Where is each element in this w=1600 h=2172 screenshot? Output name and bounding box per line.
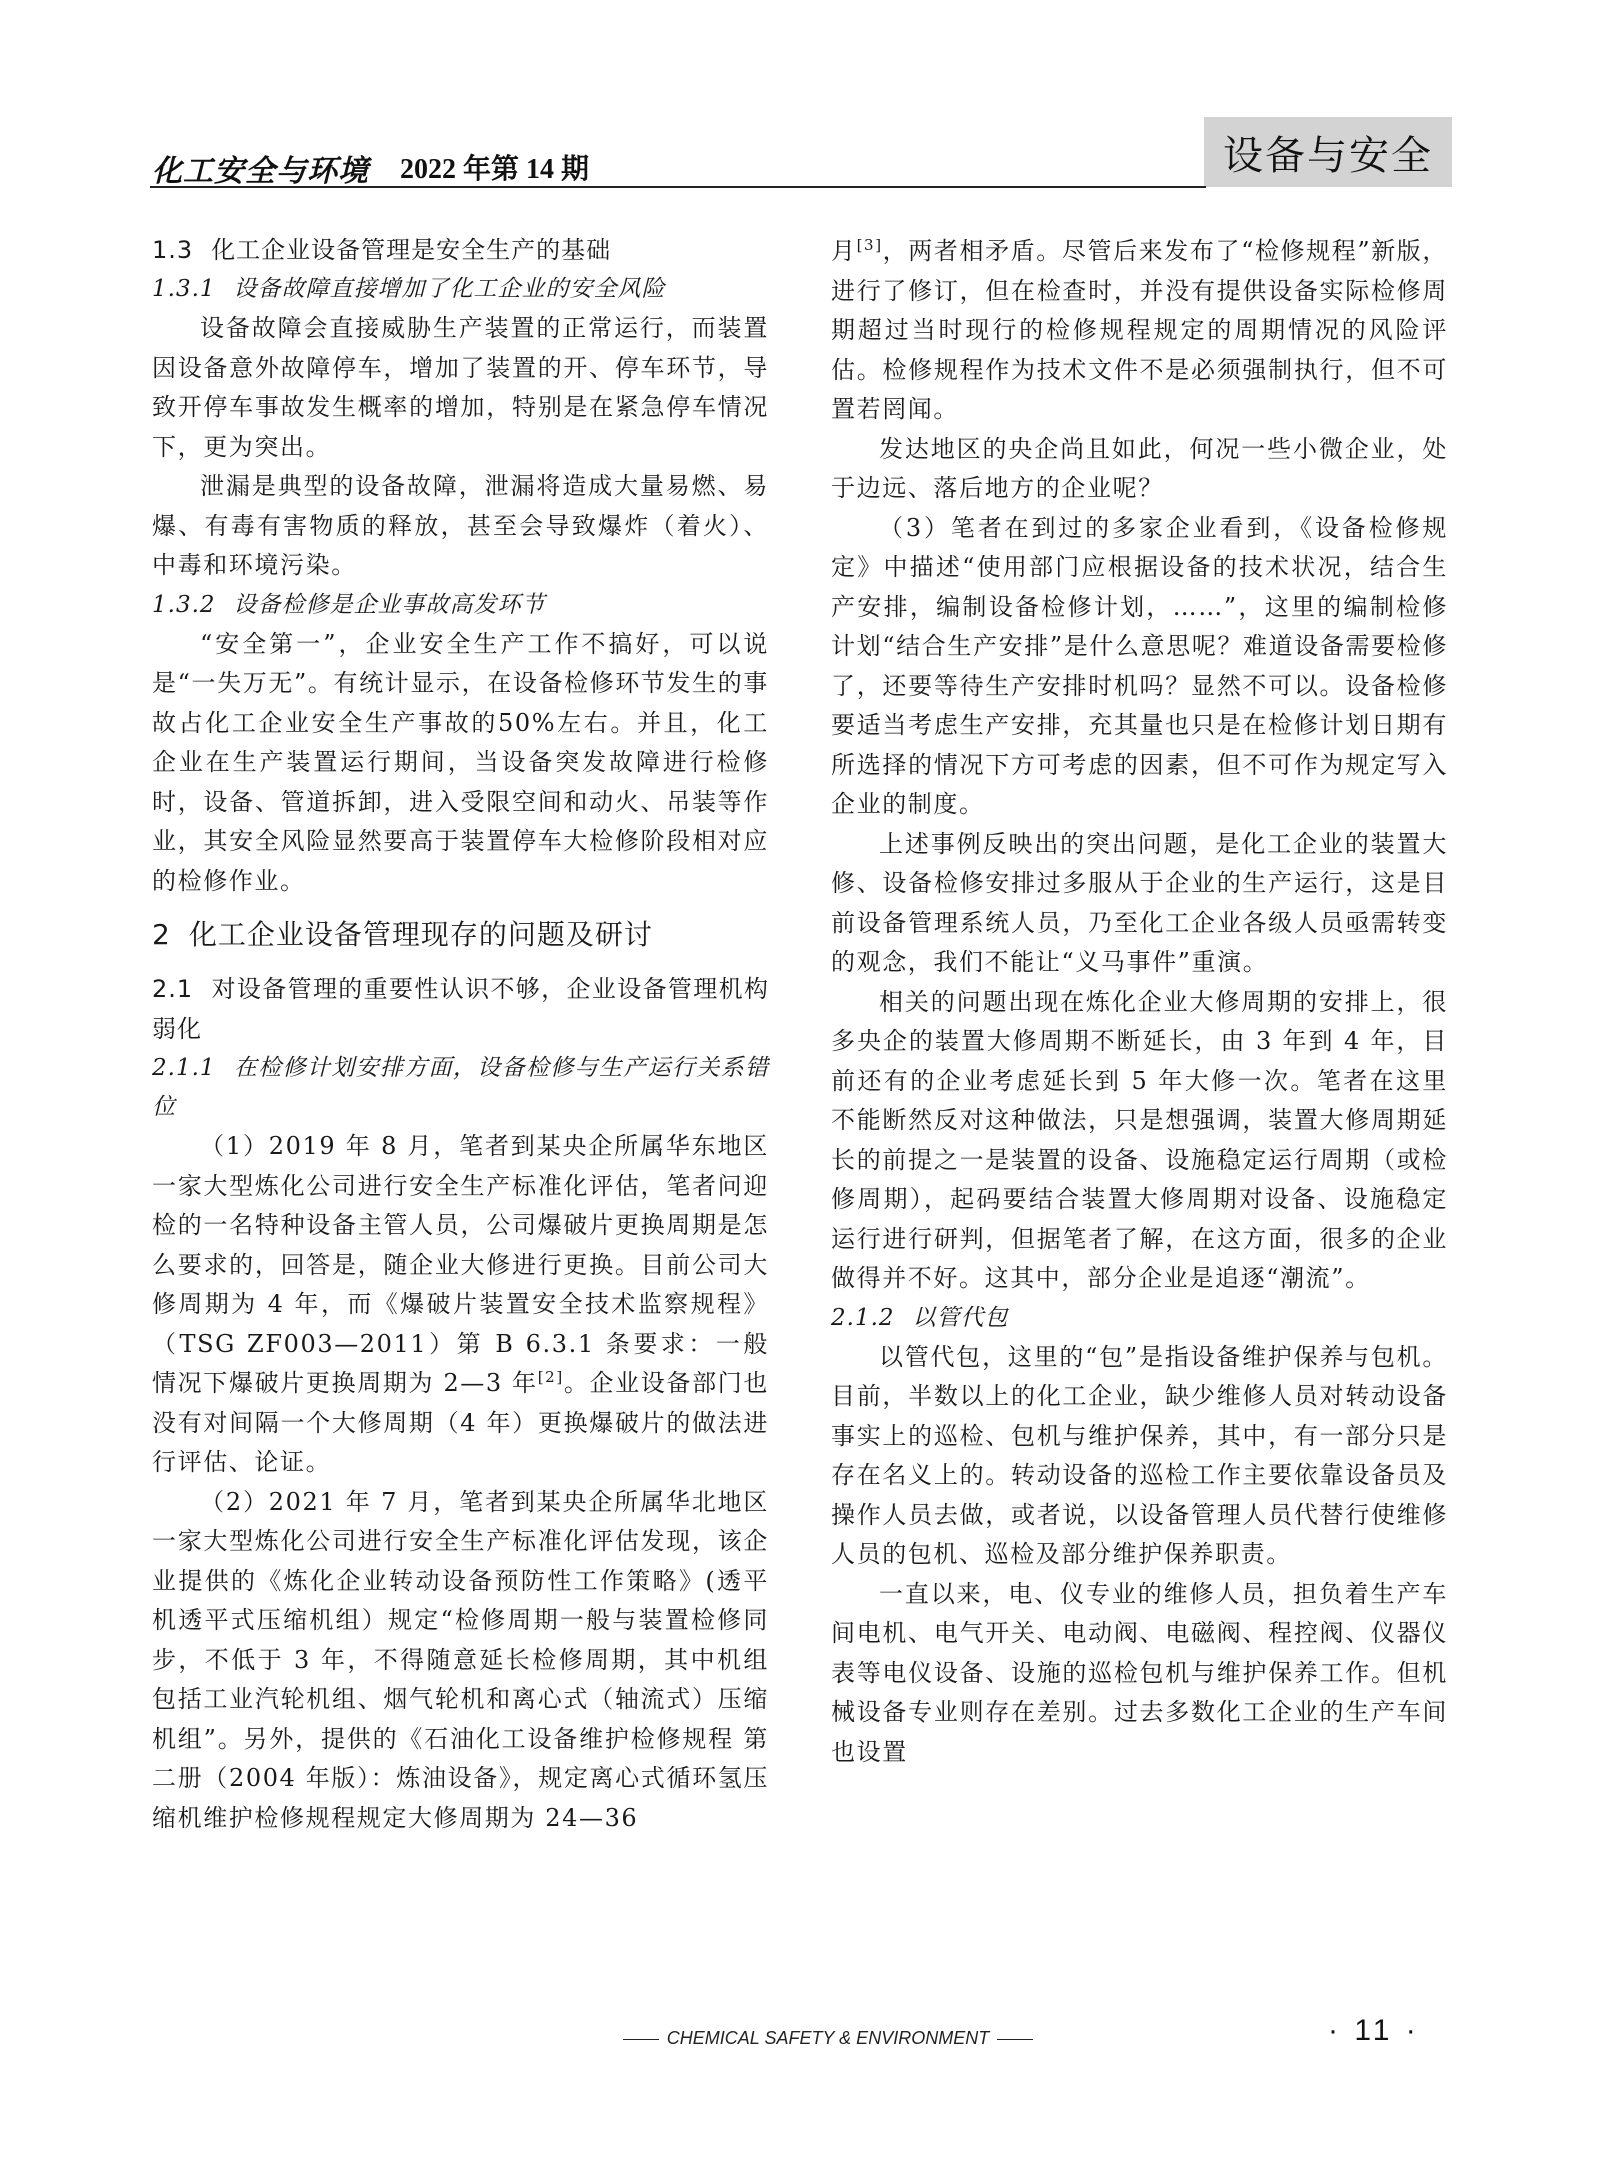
footer-dash: [997, 2039, 1033, 2040]
left-column: [152, 230, 769, 1838]
subsection-heading-2-1-1: 2.1.1 在检修计划安排方面，设备检修与生产运行关系错位: [152, 1055, 769, 1120]
right-column: [831, 232, 1448, 1772]
paragraph: 以管代包，这里的“包”是指设备维护保养与包机。目前，半数以上的化工企业，缺少维修人员对转动设备事实上的巡检、包机与维护保养，其中，有一部分只是存在名义上的。转动设备的巡检工作主要依靠设备员及操作人员去做，或者说，以设备管理人员代替行使维修人员的包机、巡检及部分维护保养职责。: [831, 1342, 1448, 1568]
section-heading-2-1: 2.1 对设备管理的重要性认识不够，企业设备管理机构弱化: [152, 975, 769, 1043]
paragraph: （2）2021 年 7 月，笔者到某央企所属华北地区一家大型炼化公司进行安全生产标准化评估发现，该企业提供的《炼化企业转动设备预防性工作策略》(透平机透平式压缩机组）规定“检修周期一般与装置检修同步，不低于 3 年，不得随意延长检修周期，其中机组包括工业汽轮机组、烟气轮机和离心式（轴流式）压缩机组”。另外，提供的《石油化工设备维护检修规程 第二册（2004 年版）：炼油设备》，规定离心式循环氢压缩机维护检修规程规定大修周期为 24—36: [152, 1487, 769, 1832]
page-header: [0, 0, 1600, 200]
paragraph: 一直以来，电、仪专业的维修人员，担负着生产车间电机、电气开关、电动阀、电磁阀、程控阀、仪器仪表等电仪设备、设施的巡检包机与维护保养工作。但机械设备专业则存在差别。过去多数化工企业的生产车间也设置: [831, 1579, 1448, 1766]
subsection-heading-2-1-2: 2.1.2 以管代包: [831, 1304, 1009, 1331]
subsection-heading-1-3-2: 1.3.2 设备检修是企业事故高发环节: [152, 591, 546, 618]
paragraph: “安全第一”，企业安全生产工作不搞好，可以说是“一失万无”。有统计显示，在设备检修环节发生的事故占化工企业安全生产事故的50%左右。并且，化工企业在生产装置运行期间，当设备突发故障进行检修时，设备、管道拆卸，进入受限空间和动火、吊装等作业，其安全风险显然要高于装置停车大检修阶段相对应的检修作业。: [152, 629, 769, 895]
citation-ref: [3]: [856, 236, 883, 254]
section-heading-1-3: 1.3 化工企业设备管理是安全生产的基础: [152, 236, 612, 264]
paragraph: 相关的问题出现在炼化企业大修周期的安排上，很多央企的装置大修周期不断延长，由 3 年到 4 年，目前还有的企业考虑延长到 5 年大修一次。笔者在这里不能断然反对这种做法，只是想强调，装置大修周期延长的前提之一是装置的设备、设施稳定运行周期（或检修周期），起码要结合装置大修周期对设备、设施稳定运行进行研判，但据笔者了解，在这方面，很多的企业做得并不好。这其中，部分企业是追逐“潮流”。: [831, 987, 1448, 1292]
paragraph: （1）2019 年 8 月，笔者到某央企所属华东地区一家大型炼化公司进行安全生产标准化评估，笔者问迎检的一名特种设备主管人员，公司爆破片更换周期是怎么要求的，回答是，随企业大修进行更换。目前公司大修周期为 4 年，而《爆破片装置安全技术监察规程》（TSG ZF003—2011）第 B 6.3.1 条要求：一般情况下爆破片更换周期为 2—3 年[2]。企业设备部门也没有对间隔一个大修周期（4 年）更换爆破片的做法进行评估、论证。: [152, 1132, 769, 1476]
paragraph: 发达地区的央企尚且如此，何况一些小微企业，处于边远、落后地方的企业呢？: [831, 434, 1448, 502]
footer-dash: [623, 2039, 659, 2040]
section-heading-2: 2 化工企业设备管理现存的问题及研讨: [152, 918, 653, 951]
section-tab: 设备与安全: [1204, 117, 1452, 187]
journal-name: 化工安全与环境: [152, 154, 369, 189]
paragraph: 上述事例反映出的突出问题，是化工企业的装置大修、设备检修安排过多服从于企业的生产运行，这是目前设备管理系统人员，乃至化工企业各级人员亟需转变的观念，我们不能让“义马事件”重演。: [831, 829, 1448, 976]
subsection-heading-1-3-1: 1.3.1 设备故障直接增加了化工企业的安全风险: [152, 276, 666, 302]
paragraph: （3）笔者在到过的多家企业看到，《设备检修规定》中描述“使用部门应根据设备的技术状况，结合生产安排，编制设备检修计划，……”，这里的编制检修计划“结合生产安排”是什么意思呢？难道设备需要检修了，还要等待生产安排时机吗？显然不可以。设备检修要适当考虑生产安排，充其量也只是在检修计划日期有所选择的情况下方可考虑的因素，但不可作为规定写入企业的制度。: [831, 513, 1448, 818]
paragraph: 月[3]，两者相矛盾。尽管后来发布了“检修规程”新版，进行了修订，但在检查时，并没有提供设备实际检修周期超过当时现行的检修规程规定的周期情况的风险评估。检修规程作为技术文件不是必须强制执行，但不可置若罔闻。: [831, 236, 1449, 423]
citation-ref: [2]: [537, 1368, 564, 1386]
paragraph: 泄漏是典型的设备故障，泄漏将造成大量易燃、易爆、有毒有害物质的释放，甚至会导致爆炸（着火）、中毒和环境污染。: [152, 472, 769, 579]
header-rule: [150, 186, 1206, 188]
paragraph: 设备故障会直接威胁生产装置的正常运行，而装置因设备意外故障停车，增加了装置的开、停车环节，导致开停车事故发生概率的增加，特别是在紧急停车情况下，更为突出。: [152, 314, 769, 461]
page-number: · 11 ·: [1328, 2014, 1420, 2047]
footer-journal: CHEMICAL SAFETY & ENVIRONMENT: [598, 2028, 1058, 2049]
issue-number: 2022 年第 14 期: [400, 154, 590, 185]
